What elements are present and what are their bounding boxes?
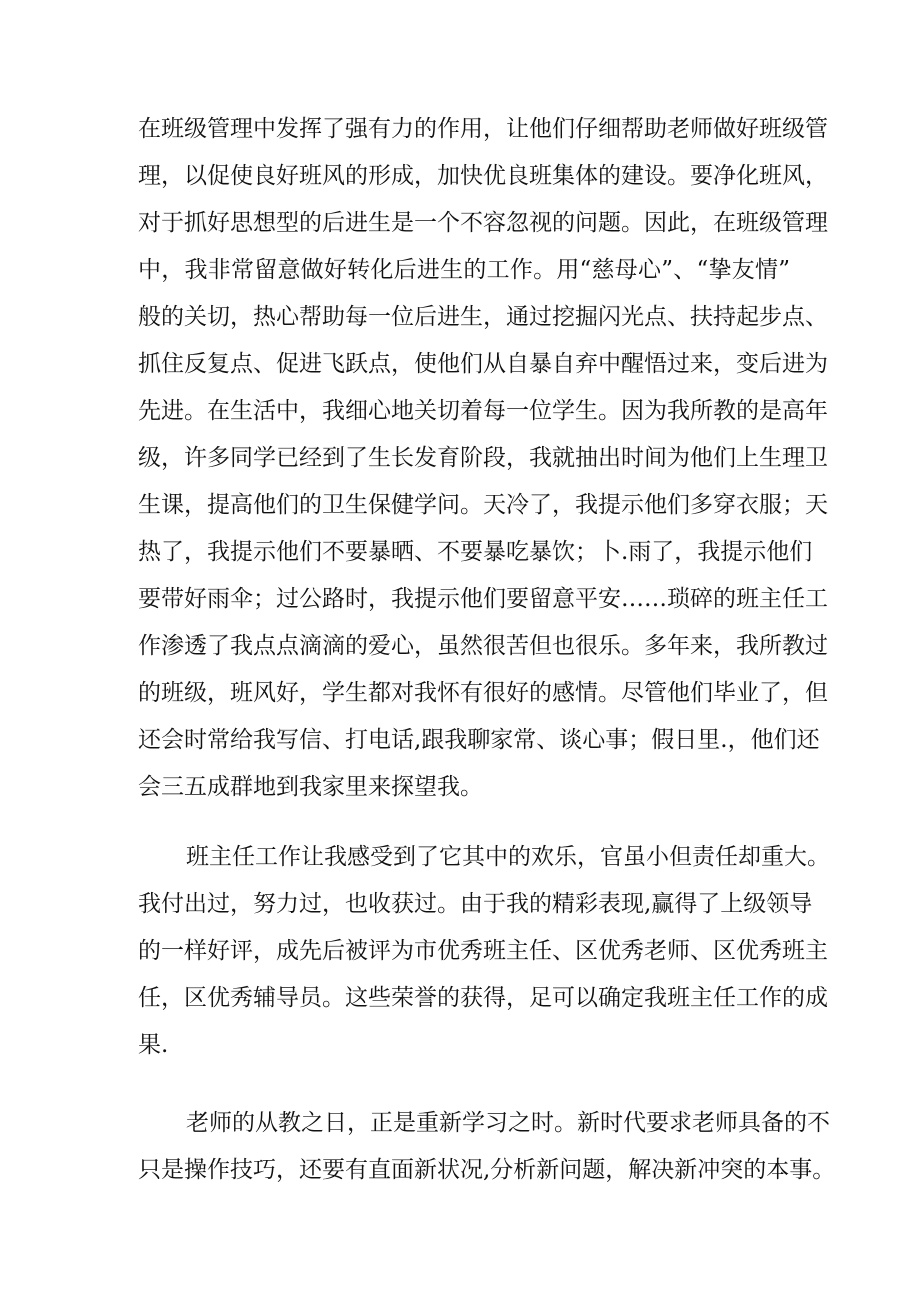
paragraph-line: 我付出过，努力过，也收获过。由于我的精彩表现,赢得了上级领导 — [138, 891, 813, 917]
paragraph-line: 在班级管理中发挥了强有力的作用，让他们仔细帮助老师做好班级管 — [138, 116, 828, 142]
paragraph-line: 中，我非常留意做好转化后进生的工作。用“慈母心”、“挚友情” — [138, 257, 790, 283]
paragraph-line: 会三五成群地到我家里来探望我。 — [138, 774, 483, 800]
paragraph-line: 生课，提高他们的卫生保健学问。天冷了，我提示他们多穿衣服；天 — [138, 492, 828, 518]
paragraph-line: 只是操作技巧，还要有直面新状况,分析新问题，解决新冲突的本事。 — [138, 1157, 836, 1183]
paragraph-line: 的一样好评，成先后被评为市优秀班主任、区优秀老师、区优秀班主 — [138, 938, 828, 964]
paragraph-line: 任，区优秀辅导员。这些荣誉的获得，足可以确定我班主任工作的成 — [138, 985, 828, 1011]
paragraph-line: 班主任工作让我感受到了它其中的欢乐，官虽小但责任却重大。 — [186, 844, 830, 870]
paragraph-line: 般的关切，热心帮助每一位后进生，通过挖掘闪光点、扶持起步点、 — [138, 304, 828, 330]
paragraph-line: 果. — [138, 1032, 169, 1058]
paragraph-line: 对于抓好思想型的后进生是一个不容忽视的问题。因此，在班级管理 — [138, 210, 828, 236]
paragraph-line: 先进。在生活中，我细心地关切着每一位学生。因为我所教的是高年 — [138, 398, 828, 424]
paragraph-line: 级，许多同学已经到了生长发育阶段，我就抽出时间为他们上生理卫 — [138, 445, 828, 471]
paragraph-line: 作渗透了我点点滴滴的爱心，虽然很苦但也很乐。多年来，我所教过 — [138, 633, 828, 659]
paragraph-3 — [138, 1100, 836, 1194]
paragraph-line: 热了，我提示他们不要暴晒、不要暴吃暴饮；卜.雨了，我提示他们 — [138, 539, 813, 565]
paragraph-line: 的班级，班风好，学生都对我怀有很好的感情。尽管他们毕业了，但 — [138, 680, 828, 706]
paragraph-line: 理，以促使良好班风的形成，加快优良班集体的建设。要净化班风， — [138, 163, 828, 189]
paragraph-line: 还会时常给我写信、打电话,跟我聊家常、谈心事；假日里.，他们还 — [138, 727, 820, 753]
paragraph-1 — [138, 106, 828, 811]
paragraph-line: 抓住反复点、促进飞跃点，使他们从自暴自弃中醒悟过来，变后进为 — [138, 351, 828, 377]
paragraph-2 — [138, 834, 830, 1069]
paragraph-line: 老师的从教之日，正是重新学习之时。新时代要求老师具备的不 — [186, 1110, 830, 1136]
paragraph-line: 要带好雨伞；过公路时，我提示他们要留意平安……琐碎的班主任工 — [138, 586, 828, 612]
